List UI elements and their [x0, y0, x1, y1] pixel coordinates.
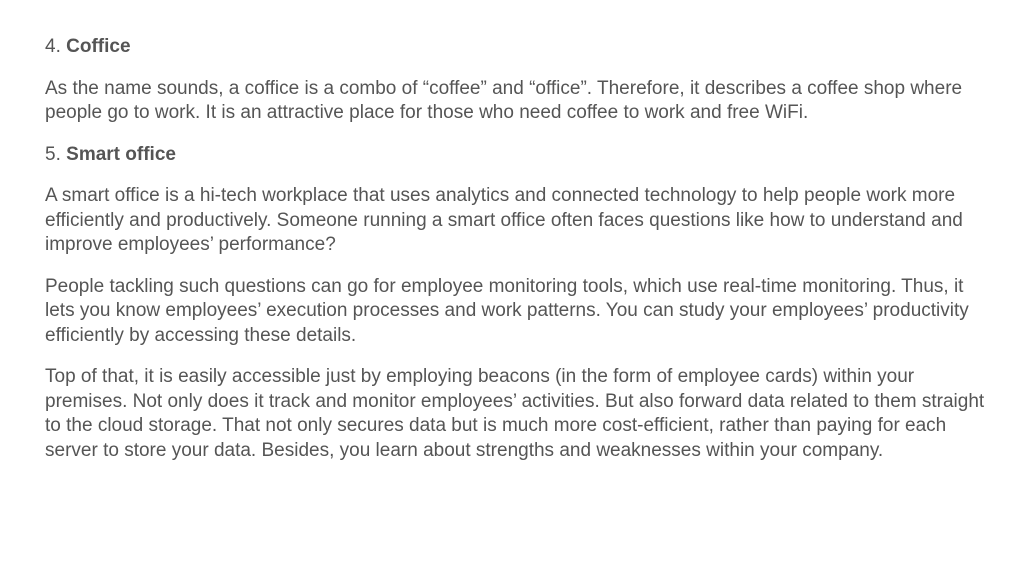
section-5-paragraph-1: A smart office is a hi-tech workplace that uses analytics and connected technology to help people work more efficiently and productively. Someone running a smart office often faces questions like how to understand and improve employees’ performance? [45, 185, 963, 255]
section-4-heading [45, 35, 985, 60]
section-4-paragraph-1: As the name sounds, a coffice is a combo of “coffee” and “office”. Therefore, it describes a coffee shop where people go to work. It is an attractive place for those who need coffee to work and free WiFi. [45, 77, 963, 123]
section-4-number: 4. [45, 36, 61, 57]
section-5-paragraph-3: Top of that, it is easily accessible just by employing beacons (in the form of employee cards) within your premises. Not only does it track and monitor employees’ activities. But also forward data related to them straight to the cloud storage. That not only secures data but is much more cost-efficient, rather than paying for each server to store your data. Besides, you learn about strengths and weaknesses within your company. [45, 366, 985, 461]
section-5-heading [45, 143, 985, 168]
section-5-number: 5. [45, 143, 61, 165]
section-4-title: Coffice [66, 36, 131, 57]
document-body [45, 35, 985, 480]
section-5-paragraph-2: People tackling such questions can go for employee monitoring tools, which use real-time monitoring. Thus, it lets you know employees’ execution processes and work patterns. You can study your employees’ productivity efficiently by accessing these details. [45, 275, 969, 346]
section-5-title: Smart office [66, 143, 176, 165]
